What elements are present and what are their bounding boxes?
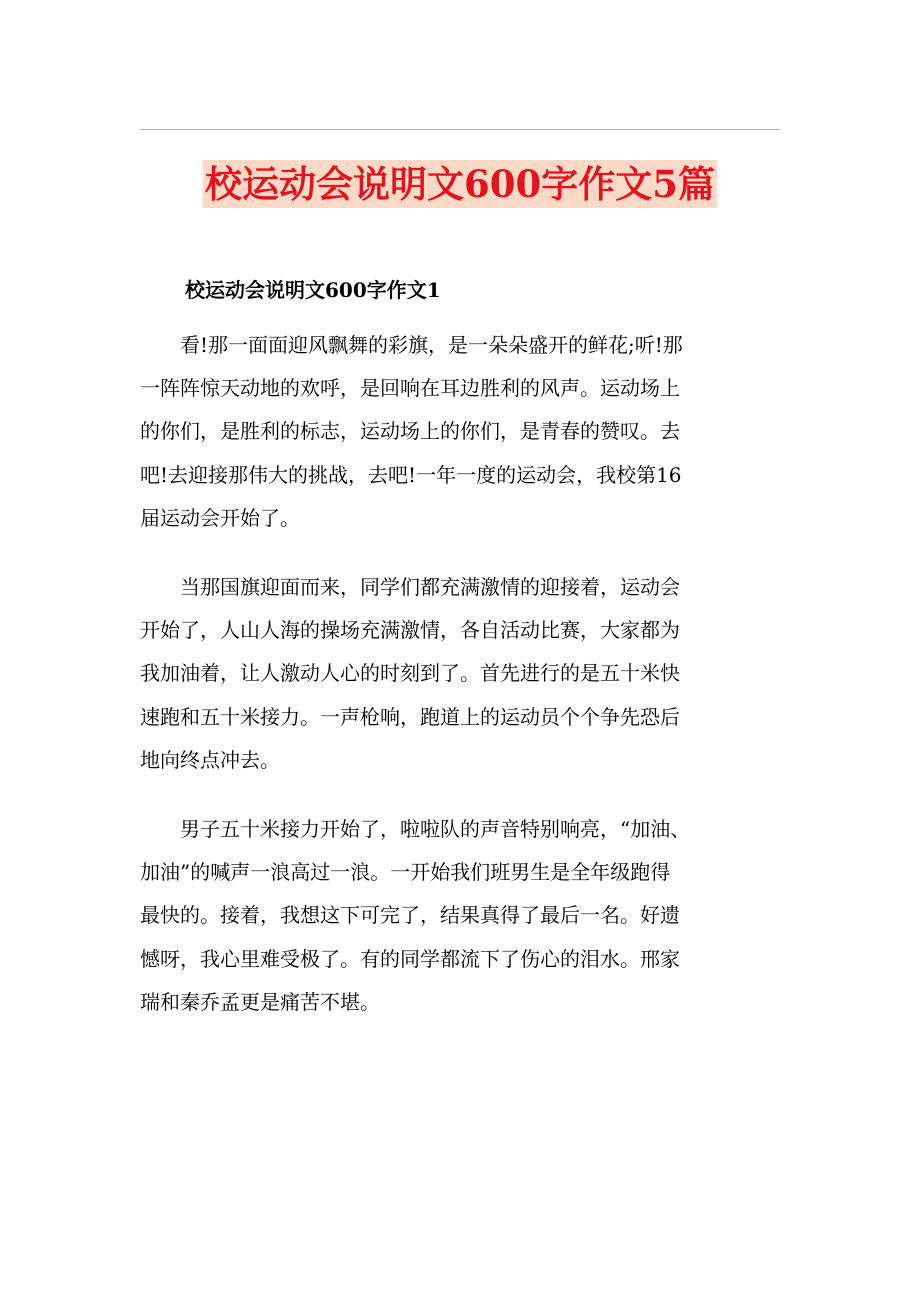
paragraph-line: 速跑和五十米接力。一声枪响，跑道上的运动员个个争先恐后 xyxy=(140,704,680,729)
paragraph-1 xyxy=(140,324,780,540)
title-container xyxy=(0,160,920,208)
paragraph-line: 看!那一面面迎风飘舞的彩旗，是一朵朵盛开的鲜花;听!那 xyxy=(180,333,683,357)
paragraph-line: 憾呀，我心里难受极了。有的同学都流下了伤心的泪水。邢家 xyxy=(140,946,680,971)
paragraph-line: 我加油着，让人激动人心的时刻到了。首先进行的是五十米快 xyxy=(140,661,680,686)
paragraph-line: 最快的。接着，我想这下可完了，结果真得了最后一名。好遗 xyxy=(140,903,680,928)
paragraph-line: 男子五十米接力开始了，啦啦队的声音特别响亮，“加油、 xyxy=(180,817,691,842)
paragraph-line: 地向终点冲去。 xyxy=(140,747,280,772)
document-title: 校运动会说明文600字作文5篇 xyxy=(205,162,715,206)
paragraph-line: 届运动会开始了。 xyxy=(140,505,300,530)
document-body xyxy=(140,270,780,1050)
paragraph-line: 开始了，人山人海的操场充满激情，各自活动比赛，大家都为 xyxy=(140,618,680,643)
paragraph-2 xyxy=(140,566,780,782)
paragraph-line: 加油”的喊声一浪高过一浪。一开始我们班男生是全年级跑得 xyxy=(140,860,671,885)
section-title: 校运动会说明文600字作文1 xyxy=(185,278,441,302)
paragraph-line: 当那国旗迎面而来，同学们都充满激情的迎接着，运动会 xyxy=(180,575,680,600)
paragraph-line: 吧!去迎接那伟大的挑战，去吧!一年一度的运动会，我校第16 xyxy=(140,462,682,487)
paragraph-line: 的你们，是胜利的标志，运动场上的你们，是青春的赞叹。去 xyxy=(140,419,680,444)
paragraph-line: 瑞和秦乔孟更是痛苦不堪。 xyxy=(140,989,380,1014)
header-rule xyxy=(140,129,780,130)
paragraph-3 xyxy=(140,808,780,1024)
paragraph-line: 一阵阵惊天动地的欢呼，是回响在耳边胜利的风声。运动场上 xyxy=(140,376,680,401)
